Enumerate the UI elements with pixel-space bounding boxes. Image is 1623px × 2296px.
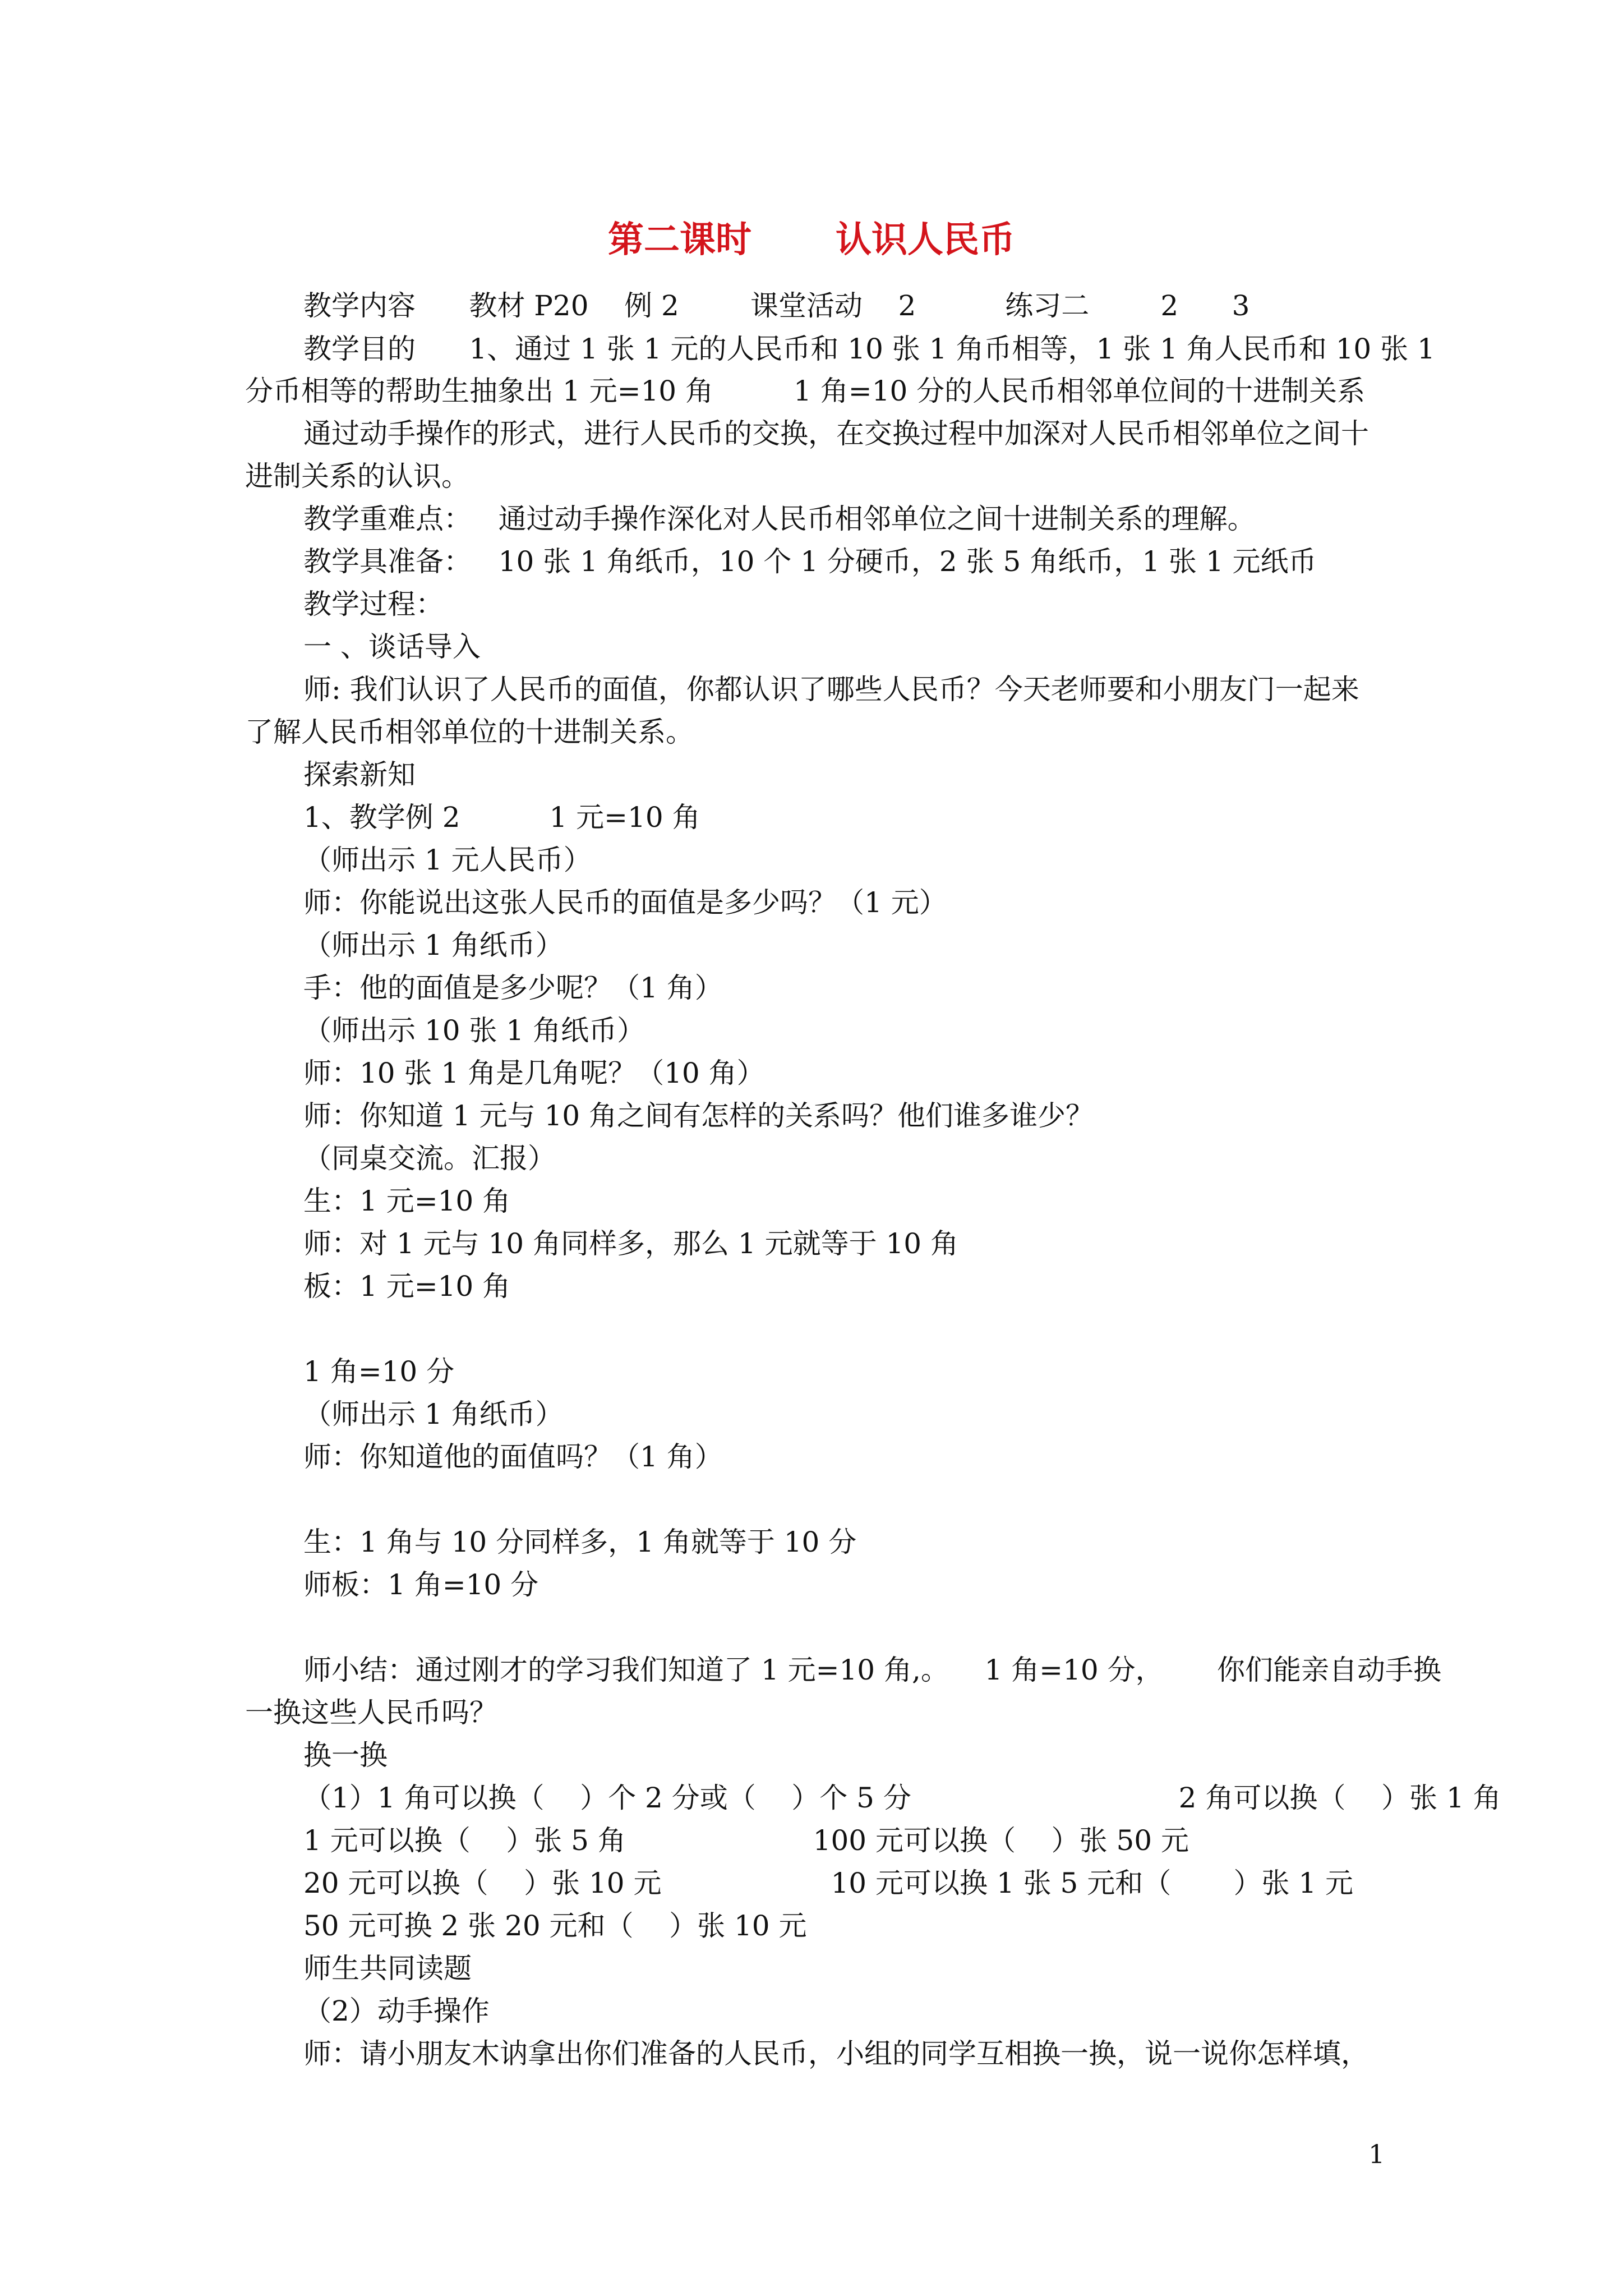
exercise-line: （1）1 角可以换（ ）个 2 分或（ ）个 5 分 2 角可以换（ ）张 1 角 xyxy=(303,1782,1501,1814)
paragraph-line: 师：10 张 1 角是几角呢？（10 角） xyxy=(303,1057,765,1089)
paragraph-line: 师: 我们认识了人民币的面值，你都认识了哪些人民币？今天老师要和小朋友门一起来 xyxy=(303,673,1359,706)
materials-line: 教学具准备： 10 张 1 角纸币，10 个 1 分硬币，2 张 5 角纸币，1 张 1 元纸币 xyxy=(303,545,1317,578)
paragraph-line: 师：请小朋友木讷拿出你们准备的人民币，小组的同学互相换一换，说一说你怎样填， xyxy=(303,2037,1369,2070)
section-heading: 探索新知 xyxy=(303,758,416,791)
summary-line: 师小结：通过刚才的学习我们知道了 1 元=10 角,。 1 角=10 分， 你们能亲自动手换 xyxy=(303,1654,1441,1686)
paragraph-line: 进制关系的认识。 xyxy=(245,460,469,493)
exercise-line: 20 元可以换（ ）张 10 元 10 元可以换 1 张 5 元和（ ）张 1 元 xyxy=(303,1867,1354,1899)
paragraph-line: （师出示 1 元人民币） xyxy=(303,844,592,876)
paragraph-line: 通过动手操作的形式，进行人民币的交换，在交换过程中加深对人民币相邻单位之间十 xyxy=(303,417,1369,450)
summary-line-cont: 一换这些人民币吗？ xyxy=(245,1696,497,1729)
paragraph-line: 生：1 元=10 角 xyxy=(303,1185,511,1217)
section-heading: 一 、谈话导入 xyxy=(303,631,481,663)
paragraph-line: 板：1 元=10 角 xyxy=(303,1270,511,1303)
teaching-goal-line: 教学目的 1、通过 1 张 1 元的人民币和 10 张 1 角币相等，1 张 1 角人民币和 10 张 1 xyxy=(303,333,1435,365)
paragraph-line: 1、教学例 2 1 元=10 角 xyxy=(303,801,700,834)
title-part-1: 第二课时 xyxy=(608,219,751,261)
title-part-2: 认识人民币 xyxy=(836,219,1015,261)
page-number: 1 xyxy=(1368,2139,1385,2169)
paragraph-line: 了解人民币相邻单位的十进制关系。 xyxy=(245,716,694,748)
paragraph-line: 师：你知道他的面值吗？（1 角） xyxy=(303,1441,723,1473)
exercise-heading: 换一换 xyxy=(303,1739,388,1772)
process-heading: 教学过程： xyxy=(303,588,444,620)
teaching-content-line: 教学内容 教材 P20 例 2 课堂活动 2 练习二 2 3 xyxy=(303,289,1250,322)
paragraph-line: （2）动手操作 xyxy=(303,1995,490,2027)
exercise-line: 1 元可以换（ ）张 5 角 100 元可以换（ ）张 50 元 xyxy=(303,1824,1189,1857)
lesson-title xyxy=(0,215,1623,265)
paragraph-line: （师出示 1 角纸币） xyxy=(303,1398,564,1430)
teaching-goal-line-cont: 分币相等的帮助生抽象出 1 元=10 角 1 角=10 分的人民币相邻单位间的十进制关系 xyxy=(245,375,1366,407)
paragraph-line: 师板：1 角=10 分 xyxy=(303,1568,539,1601)
paragraph-line: 1 角=10 分 xyxy=(303,1355,455,1388)
paragraph-line: 师：你知道 1 元与 10 角之间有怎样的关系吗？他们谁多谁少？ xyxy=(303,1099,1094,1132)
paragraph-line: 师：你能说出这张人民币的面值是多少吗？（1 元） xyxy=(303,886,947,919)
paragraph-line: 生：1 角与 10 分同样多，1 角就等于 10 分 xyxy=(303,1526,857,1558)
key-points-line: 教学重难点： 通过动手操作深化对人民币相邻单位之间十进制关系的理解。 xyxy=(303,503,1256,535)
paragraph-line: （同桌交流。汇报） xyxy=(303,1142,556,1175)
paragraph-line: （师出示 10 张 1 角纸币） xyxy=(303,1014,645,1047)
exercise-line: 50 元可换 2 张 20 元和（ ）张 10 元 xyxy=(303,1910,807,1942)
paragraph-line: （师出示 1 角纸币） xyxy=(303,929,564,961)
paragraph-line: 师：对 1 元与 10 角同样多，那么 1 元就等于 10 角 xyxy=(303,1227,959,1260)
paragraph-line: 师生共同读题 xyxy=(303,1952,472,1985)
paragraph-line: 手：他的面值是多少呢？（1 角） xyxy=(303,972,723,1004)
